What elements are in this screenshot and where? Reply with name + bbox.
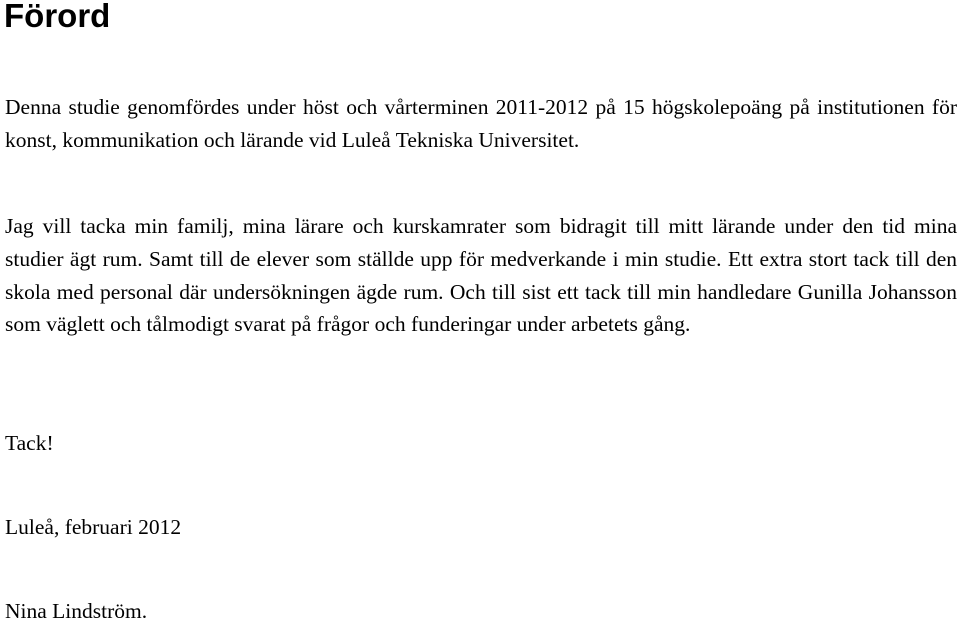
- acknowledgements-paragraph: Jag vill tacka min familj, mina lärare och kurskamrater som bidragit till mitt lärande under den tid mina studier ägt rum. Samt till de elever som ställde upp för medverkande i min studie. Ett extra stort tack till den skola med personal där undersökningen ägde rum. Och till sist ett tack till min handledare Gunilla Johansson som väglett och tålmodigt svarat på frågor och funderingar under arbetets gång.: [5, 214, 957, 337]
- page-title: Förord: [4, 0, 111, 34]
- place-date-line: Luleå, februari 2012: [5, 515, 182, 539]
- thanks-line: Tack!: [5, 431, 54, 455]
- study-intro-paragraph: Denna studie genomfördes under höst och vårterminen 2011-2012 på 15 högskolepoäng på institutionen för konst, kommunikation och lärande vid Luleå Tekniska Universitet.: [5, 95, 957, 152]
- author-signature-line: Nina Lindström.: [5, 599, 148, 623]
